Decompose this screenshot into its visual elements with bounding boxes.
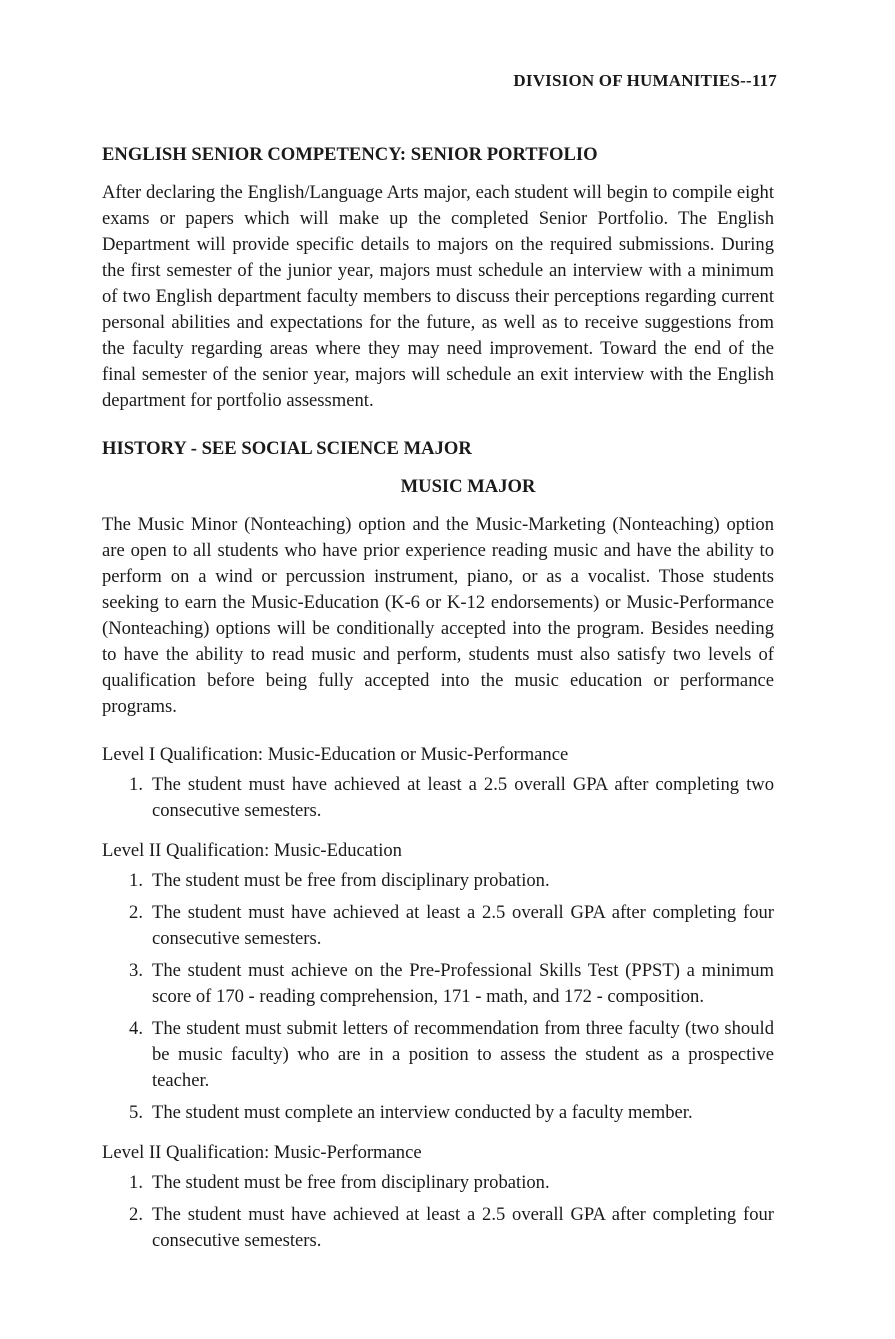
- list-item: [102, 868, 774, 894]
- running-header: DIVISION OF HUMANITIES--117: [513, 71, 777, 90]
- level1-section: [102, 742, 774, 824]
- item-text: The student must submit letters of recommendation from three faculty (two should be music faculty) who are in a position to assess the student as a prospective teacher.: [152, 1018, 774, 1091]
- level2-education-section: [102, 838, 774, 1126]
- item-number: 3.: [129, 960, 143, 981]
- item-number: 5.: [129, 1102, 143, 1123]
- level1-label: Level I Qualification: Music-Education or Music-Performance: [102, 744, 569, 765]
- level2-performance-section: [102, 1140, 774, 1254]
- item-number: 4.: [129, 1018, 143, 1039]
- level2-education-list: [102, 868, 774, 1126]
- item-number: 2.: [129, 1204, 143, 1225]
- list-item: [102, 900, 774, 952]
- english-paragraph: After declaring the English/Language Arts major, each student will begin to compile eight exams or papers which will make up the completed Senior Portfolio. The English Department will provide specific details to majors on the required submissions. During the first semester of the junior year, majors must schedule an interview with a minimum of two English department faculty members to discuss their perceptions regarding current personal abilities and expectations for the future, as well as to receive suggestions from the faculty regarding areas where they may need improvement. Toward the end of the final semester of the senior year, majors will schedule an exit interview with the English department for portfolio assessment.: [102, 182, 774, 411]
- list-item: [102, 1100, 774, 1126]
- item-text: The student must achieve on the Pre-Professional Skills Test (PPST) a minimum score of 170 - reading comprehension, 171 - math, and 172 - composition.: [152, 960, 774, 1007]
- item-number: 1.: [129, 774, 143, 795]
- item-number: 1.: [129, 1172, 143, 1193]
- list-item: [102, 1170, 774, 1196]
- list-item: [102, 1016, 774, 1094]
- level2-education-label: Level II Qualification: Music-Education: [102, 840, 402, 861]
- music-paragraph: The Music Minor (Nonteaching) option and the Music-Marketing (Nonteaching) option are open to all students who have prior experience reading music and have the ability to perform on a wind or percussion instrument, piano, or as a vocalist. Those students seeking to earn the Music-Education (K-6 or K-12 endorsements) or Music-Performance (Nonteaching) options will be conditionally accepted into the program. Besides needing to have the ability to read music and perform, students must also satisfy two levels of qualification before being fully accepted into the music education or performance programs.: [102, 514, 774, 717]
- level1-list: [102, 772, 774, 824]
- item-text: The student must complete an interview conducted by a faculty member.: [152, 1102, 693, 1123]
- item-text: The student must be free from disciplinary probation.: [152, 870, 550, 891]
- history-heading: HISTORY - SEE SOCIAL SCIENCE MAJOR: [102, 438, 472, 459]
- item-text: The student must be free from disciplinary probation.: [152, 1172, 550, 1193]
- level2-performance-label: Level II Qualification: Music-Performance: [102, 1142, 422, 1163]
- list-item: [102, 1202, 774, 1254]
- list-item: [102, 958, 774, 1010]
- music-heading: MUSIC MAJOR: [400, 476, 536, 497]
- page-content: [102, 142, 774, 1268]
- list-item: [102, 772, 774, 824]
- item-number: 1.: [129, 870, 143, 891]
- item-text: The student must have achieved at least a 2.5 overall GPA after completing four consecutive semesters.: [152, 1204, 774, 1251]
- level2-performance-list: [102, 1170, 774, 1254]
- item-text: The student must have achieved at least a 2.5 overall GPA after completing two consecutive semesters.: [152, 774, 774, 821]
- english-heading: ENGLISH SENIOR COMPETENCY: SENIOR PORTFOLIO: [102, 144, 598, 165]
- item-text: The student must have achieved at least a 2.5 overall GPA after completing four consecutive semesters.: [152, 902, 774, 949]
- item-number: 2.: [129, 902, 143, 923]
